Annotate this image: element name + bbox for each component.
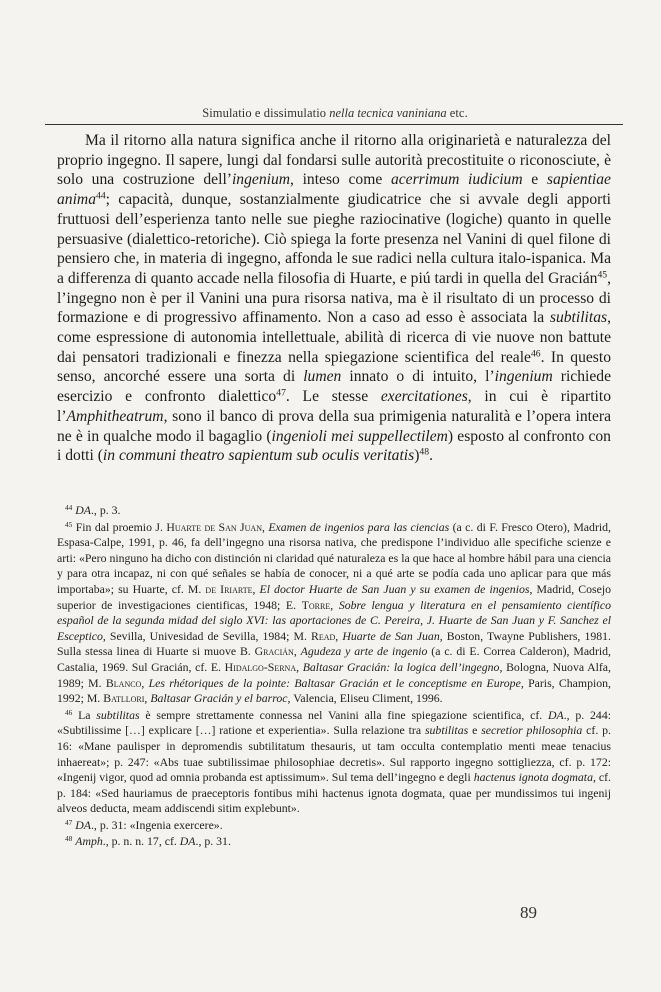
text-run: , Boston, Twayne Publishers, 1981. Sulla stessa linea di Huarte si muove B. (57, 628, 611, 659)
text-run: ., p. n. n. 17, cf. (102, 834, 180, 849)
text-run: , (335, 628, 343, 643)
note-ref: 46 (65, 707, 73, 717)
italic-run: secretior philosophia (481, 723, 583, 738)
text-run: . Le stesse (285, 388, 381, 406)
italic-run: El doctor Huarte de San Juan y su examen de ingenios (259, 581, 530, 596)
smallcaps-run: Hidalgo-Serna (224, 659, 297, 674)
header-title-suffix: etc. (449, 106, 468, 120)
main-text (57, 131, 611, 466)
text-run: , (252, 581, 260, 596)
italic-run: exercitationes (380, 388, 468, 406)
italic-run: ingenioli mei suppellectilem (271, 427, 448, 445)
text-run: Fin dal proemio J. (72, 519, 167, 534)
footnote-45 (57, 520, 611, 707)
text-run: ) (414, 447, 420, 465)
text-run: , (293, 644, 301, 659)
text-run: e (468, 723, 482, 738)
italic-run: DA (548, 707, 564, 722)
italic-run: DA (75, 503, 91, 517)
text-run: , (330, 597, 339, 612)
italic-run: sapientiae anima (57, 171, 611, 209)
text-run: ., p. 31: «Ingenia exercere». (90, 817, 223, 832)
italic-run: DA (179, 834, 196, 849)
text-run: cf. p. 16: «Mane paulisper in depromendis subtilitatum thesauris, ut tam occulta contemplatio menti meae tenacius inhaereat»; p. 247: «Abs tuae subtilissimae philosophiae decretis». Sul rapporto ingegno sottigliezza, cf. p. 172: «Ingenij vigor, quod ad omnia probanda est aptissimum». Sul tema dell’ingegno e degli (57, 723, 611, 785)
note-ref: 44 (95, 190, 106, 202)
text-run: , (144, 691, 151, 706)
text-run: , Valencia, Eliseu Climent, 1996. (287, 691, 443, 706)
text-run: ., p. 31. (195, 834, 231, 849)
text-run: , l’ingegno non è per il Vanini una pura risorsa nativa, ma è il risultato di un processo di formazione e di progressivo affinamento. Non a caso ad esso è associata la (57, 269, 611, 327)
text-run: (a c. di E. Correa Calderon), Madrid, Castalia, 1969. Sul Gracián, cf. E. (57, 644, 612, 674)
italic-run: Huarte de San Juan (342, 628, 440, 643)
italic-run: in communi theatro sapientum sub oculis veritatis (102, 447, 415, 465)
text-run: , in cui è ripartito l’ (57, 388, 612, 425)
text-run: ., p. 3. (90, 503, 121, 517)
text-run: , Bologna, Nuova Alfa, 1989; M. (57, 659, 611, 690)
text-run: ; capacità, dunque, sostanzialmente giudicatrice che si avvale degli apporti fruttuosi dell’esperienza tanto nelle sue pieghe raziocinative (logiche) quanto in quelle persuasive (dialettico-retoriche). Ciò spiega la forte presenza nel Vanini di quel filone di pensiero che, in materia di ingegno, affonda le sue radici nella cultura italo-ispanica. Ma a differenza di quanto accade nella filosofia di Huarte, e piú tardi in quella del Gracián (57, 191, 611, 287)
smallcaps-run: Batllori (103, 691, 145, 706)
running-header (45, 106, 625, 121)
text-run: e (522, 171, 547, 189)
italic-run: subtilitas (96, 707, 140, 722)
italic-run: acerrimum iudicium (390, 171, 523, 189)
text-run: La (72, 707, 97, 722)
note-ref: 45 (65, 519, 73, 529)
body-paragraph (57, 131, 611, 466)
note-ref: 48 (419, 446, 430, 458)
note-ref: 48 (65, 834, 73, 844)
italic-run: ingenium (231, 171, 291, 189)
text-run: , come espressione di autonomia intellettuale, abilità di ricerca di vie nuove non battute dai pensatori tradizionali e finezza nella spiegazione scientifica del reale (57, 309, 611, 366)
footnotes (57, 503, 611, 850)
text-run: ) esposto al confronto con i dotti ( (57, 427, 611, 465)
text-run: Ma il ritorno alla natura significa anche il ritorno alla originarietà e naturalezza del proprio ingegno. Il sapere, lungi dal fondarsi sulle autorità precostituite o riconosciute, è solo una costruzione dell’ (57, 132, 611, 189)
note-ref: 47 (65, 817, 73, 827)
italic-run: Les rhétoriques de la pointe: Baltasar Gracián et le conceptisme en Europe (148, 675, 521, 690)
smallcaps-run: Read (310, 628, 336, 643)
header-title-plain: Simulatio e dissimulatio (202, 106, 327, 120)
italic-run: ingenium (494, 368, 553, 386)
note-ref: 45 (597, 269, 608, 281)
note-ref: 47 (276, 387, 286, 399)
text-run: , (141, 675, 149, 690)
text-run: (a c. di F. Fresco Otero), Madrid, Espasa-Calpe, 1991, p. 46, fa dell’ingegno una risorsa nativa, che predispone l’individuo alle specifiche scienze e arti: «Pero ninguno ha dicho con distinción ni claridad qué naturaleza es la que hace al hombre hábil para una ciencia y para otra incapaz, ni con qué señales se había de conocer, ni a qué arte se podía cada uno aplicar para que más importaba»; su Huarte, cf. M. (57, 519, 611, 596)
italic-run: Examen de ingenios para las ciencias (268, 519, 450, 534)
italic-run: Baltasar Gracián y el barroc (150, 691, 288, 706)
smallcaps-run: de Iriarte (205, 581, 253, 596)
smallcaps-run: Huarte de San Juan (166, 519, 262, 534)
text-run: , (261, 519, 269, 534)
text-run: è sempre strettamente connessa nel Vanini alla fine spiegazione scientifica, cf. (139, 707, 548, 722)
italic-run: Agudeza y arte de ingenio (300, 644, 428, 659)
text-run: ., p. 244: «Subtilissime […] explicare […] ratione et experientia». Sulla relazione tra (57, 707, 612, 738)
italic-run: DA (75, 817, 91, 832)
italic-run: Amph (75, 834, 103, 849)
text-run: , cf. p. 184: «Sed hauriamus de praeceptoris fontibus mihi hactenus ignota dogmata, quae per mundissimos tui ingenij alveos deducta, meam addiscendi sitim explebunt». (57, 770, 612, 816)
text-run: , sono il banco di prova della sua primigenia naturalità e l’opera intera ne è in qualche modo il bagaglio ( (57, 407, 611, 445)
italic-run: hactenus ignota dogmata (473, 770, 593, 785)
smallcaps-run: Gracián (254, 644, 294, 659)
italic-run: Amphitheatrum (66, 407, 164, 425)
footnote-48 (57, 834, 611, 850)
italic-run: Sobre lengua y literatura en el pensamiento científico español de la segunda midad del siglo XVI: las aportaciones de C. Pereira, J. Huarte de San Juan y F. Sanchez el Esceptico (57, 597, 611, 643)
text-run: . (429, 447, 433, 465)
text-run: innato o di intuito, l’ (341, 368, 495, 386)
footnote-44 (57, 503, 611, 519)
page-number: 89 (520, 903, 537, 922)
note-ref: 46 (530, 348, 541, 360)
footnote-46 (57, 708, 611, 817)
text-run: . In questo senso, ancorché essere una sorta di (57, 348, 612, 386)
text-run: , Sevilla, Univesidad de Sevilla, 1984; M. (102, 628, 311, 643)
text-run: , Paris, Champion, 1992; M. (57, 675, 612, 706)
header-rule (45, 124, 623, 125)
italic-run: lumen (303, 368, 342, 386)
smallcaps-run: Torre (301, 597, 331, 612)
italic-run: subtilitas (424, 723, 469, 738)
italic-run: subtilitas (549, 309, 608, 327)
text-run: , inteso come (290, 171, 391, 189)
note-ref: 44 (65, 502, 73, 512)
smallcaps-run: Blanco (105, 675, 142, 690)
footnote-47 (57, 818, 611, 834)
text-run: richiede esercizio e confronto dialettico (57, 368, 611, 406)
text-run: , Madrid, Cosejo superior de investigaciones cientificas, 1948; E. (57, 581, 611, 612)
header-title-italic: nella tecnica vaniniana (329, 106, 447, 120)
italic-run: Baltasar Gracián: la logica dell’ingegno (302, 659, 500, 674)
text-run: , (296, 659, 303, 674)
